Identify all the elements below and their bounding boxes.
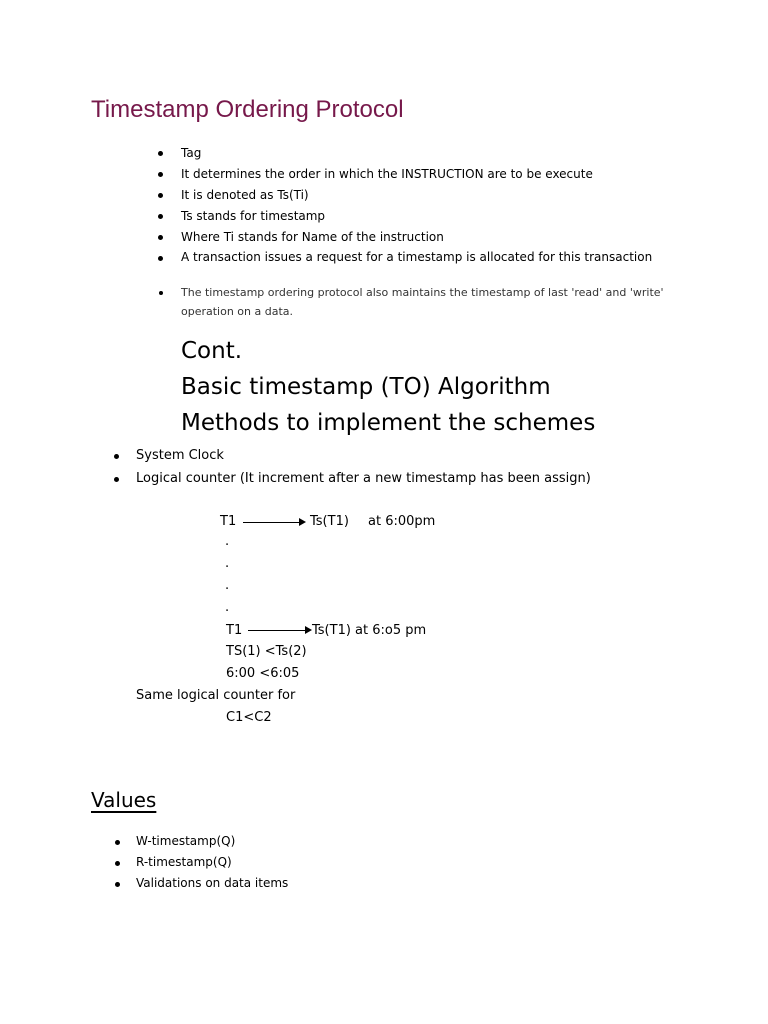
heading-cont: Cont.: [181, 338, 243, 364]
bullet-dot-icon: [158, 172, 163, 177]
diagram-comparison: C1<C2: [226, 710, 272, 725]
list-item: Where Ti stands for Name of the instruction: [181, 230, 444, 244]
list-item: W-timestamp(Q): [136, 834, 236, 848]
bullet-dot-icon: [115, 840, 120, 845]
list-item: Validations on data items: [136, 876, 289, 890]
list-item: Ts stands for timestamp: [181, 209, 326, 223]
diagram-t1-label: T1: [226, 623, 243, 638]
diagram-time-label: at 6:00pm: [368, 514, 436, 529]
bullet-dot-icon: [159, 291, 163, 295]
bullet-dot-icon: [114, 477, 119, 482]
arrowhead-icon: [299, 518, 306, 526]
bullet-dot-icon: [158, 214, 163, 219]
ellipsis-dot: .: [225, 556, 230, 571]
diagram-t1-label: T1: [220, 514, 237, 529]
arrow-right-icon: [243, 522, 299, 523]
bullet-dot-icon: [158, 256, 163, 261]
list-item: Tag: [181, 146, 202, 160]
bullet-dot-icon: [158, 193, 163, 198]
page-title: Timestamp Ordering Protocol: [91, 96, 404, 123]
diagram-comparison: TS(1) <Ts(2): [226, 644, 307, 659]
diagram-comparison: 6:00 <6:05: [226, 666, 300, 681]
arrow-right-icon: [248, 630, 305, 631]
heading-basic-algorithm: Basic timestamp (TO) Algorithm: [181, 374, 551, 400]
list-item: Logical counter (It increment after a new timestamp has been assign): [136, 471, 591, 486]
list-item: A transaction issues a request for a timestamp is allocated for this transaction: [181, 250, 653, 264]
list-item: System Clock: [136, 448, 224, 463]
bullet-dot-icon: [115, 861, 120, 866]
heading-methods: Methods to implement the schemes: [181, 410, 596, 436]
arrowhead-icon: [305, 626, 312, 634]
ellipsis-dot: .: [225, 600, 230, 615]
list-item: It is denoted as Ts(Ti): [181, 188, 309, 202]
ellipsis-dot: .: [225, 578, 230, 593]
diagram-ts-time-label: Ts(T1) at 6:o5 pm: [312, 623, 427, 638]
bullet-dot-icon: [158, 235, 163, 240]
diagram-ts-label: Ts(T1): [310, 514, 349, 529]
bullet-dot-icon: [114, 454, 119, 459]
list-item-line: operation on a data.: [181, 305, 294, 318]
list-item: It determines the order in which the INSTRUCTION are to be execute: [181, 167, 593, 181]
values-heading: Values: [91, 788, 157, 812]
diagram-note: Same logical counter for: [136, 688, 296, 703]
list-item: R-timestamp(Q): [136, 855, 232, 869]
bullet-dot-icon: [115, 882, 120, 887]
ellipsis-dot: .: [225, 534, 230, 549]
list-item-line: The timestamp ordering protocol also maintains the timestamp of last 'read' and 'write': [181, 286, 664, 299]
bullet-dot-icon: [158, 151, 163, 156]
